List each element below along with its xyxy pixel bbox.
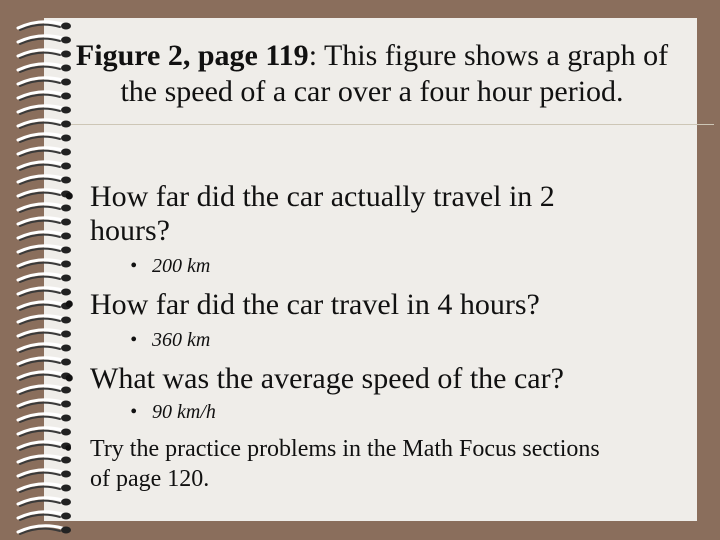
answer-text: 90 km/h bbox=[152, 401, 216, 423]
spiral-hole bbox=[61, 37, 71, 44]
answer-text: 360 km bbox=[152, 329, 211, 351]
spiral-hole bbox=[61, 23, 71, 30]
spiral-hole bbox=[61, 401, 71, 408]
sub-bullet-item-2 bbox=[130, 328, 210, 352]
spiral-hole bbox=[61, 499, 71, 506]
bullet-icon: • bbox=[130, 329, 138, 351]
title-divider bbox=[54, 124, 714, 125]
title-text: : This figure shows a graph of the speed of a car over a four hour period. bbox=[120, 39, 669, 108]
spiral-hole bbox=[61, 275, 71, 282]
bullet-text: What was the average speed of the car? bbox=[90, 362, 564, 395]
spiral-hole bbox=[61, 345, 71, 352]
spiral-hole bbox=[61, 415, 71, 422]
sub-bullet-item-1 bbox=[130, 254, 210, 278]
spiral-hole bbox=[61, 121, 71, 128]
bullet-item-3 bbox=[64, 362, 664, 396]
answer-text: 200 km bbox=[152, 255, 211, 277]
bullet-icon: • bbox=[64, 288, 75, 321]
spiral-hole bbox=[61, 135, 71, 142]
bullet-text: Try the practice problems in the Math Focus sections of page 120. bbox=[90, 436, 600, 492]
bullet-icon: • bbox=[64, 436, 73, 462]
slide-title bbox=[72, 38, 672, 110]
spiral-hole bbox=[61, 163, 71, 170]
spiral-hole bbox=[61, 513, 71, 520]
sub-bullet-item-3 bbox=[130, 400, 216, 424]
title-bold: Figure 2, page 119 bbox=[75, 39, 309, 72]
spiral-hole bbox=[61, 527, 71, 534]
bullet-item-1 bbox=[64, 180, 624, 248]
bullet-text: How far did the car actually travel in 2 hours? bbox=[90, 180, 555, 247]
spiral-hole bbox=[61, 51, 71, 58]
spiral-hole bbox=[61, 93, 71, 100]
bullet-icon: • bbox=[64, 180, 75, 213]
bullet-item-2 bbox=[64, 288, 664, 322]
spiral-hole bbox=[61, 79, 71, 86]
bullet-icon: • bbox=[130, 401, 138, 423]
spiral-hole bbox=[61, 331, 71, 338]
bullet-icon: • bbox=[64, 362, 75, 395]
bullet-icon: • bbox=[130, 255, 138, 277]
bullet-item-4 bbox=[64, 434, 604, 494]
spiral-hole bbox=[61, 107, 71, 114]
bullet-text: How far did the car travel in 4 hours? bbox=[90, 288, 540, 321]
spiral-hole bbox=[61, 65, 71, 72]
spiral-hole bbox=[61, 149, 71, 156]
spiral-hole bbox=[61, 261, 71, 268]
